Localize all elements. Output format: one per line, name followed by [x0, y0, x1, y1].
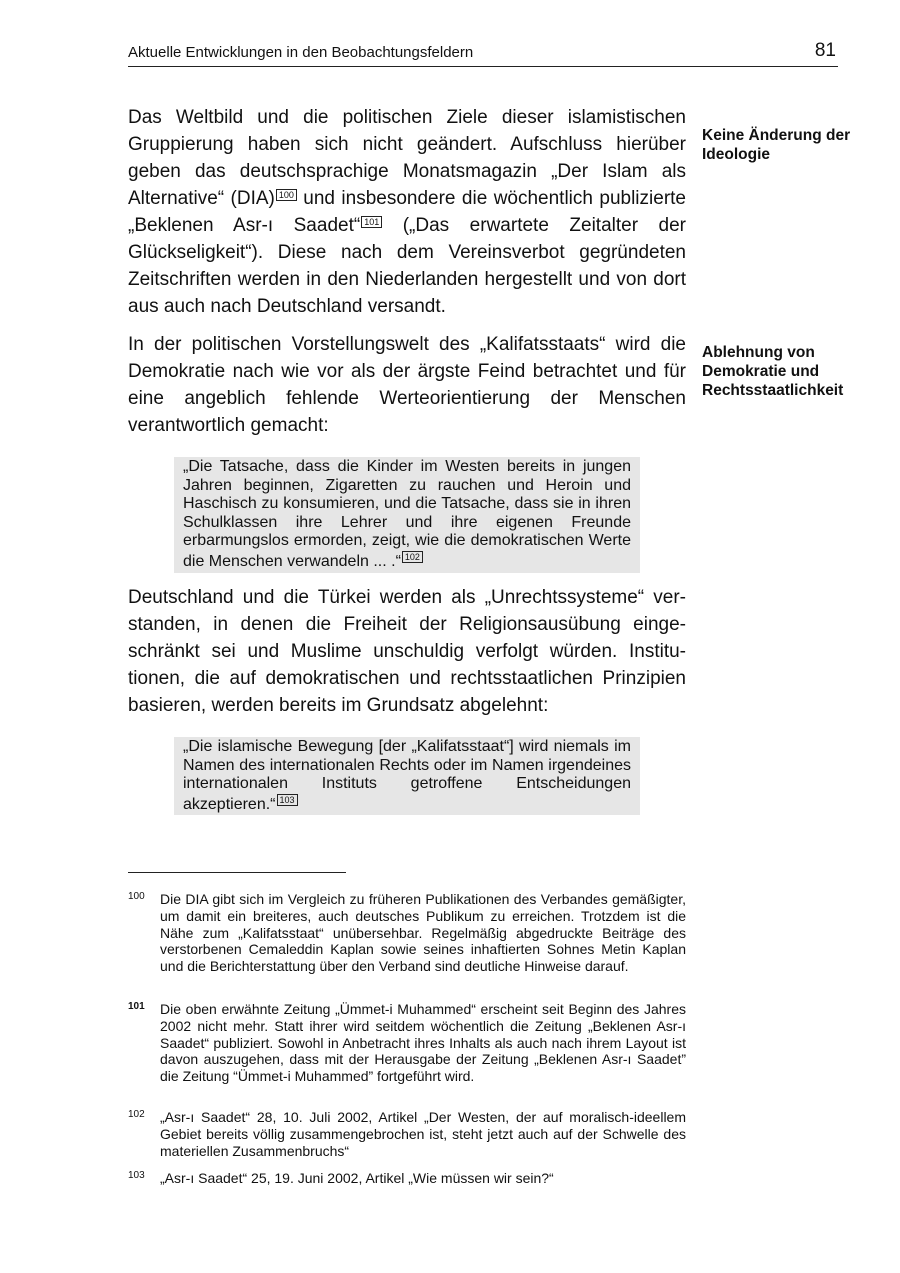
- block-quote-2: [174, 737, 640, 815]
- quote-text: „Die islamische Bewegung [der „Kalifatsstaat“] wird niemals im Namen des internationalen Rechts oder im Namen irgendeines internationalen Instituts getroffene Entscheidungen akzeptieren.“: [183, 738, 631, 813]
- footnote-text: „Asr-ı Saadet“ 28, 10. Juli 2002, Artikel „Der Westen, der auf moralisch-ideellem Gebiet bereits völlig zusammengebrochen ist, steht jetzt auch auf der Schwelle des materiellen Zusammenbruchs“: [160, 1109, 686, 1159]
- body-paragraph-3: Deutschland und die Türkei werden als „Unrechtssysteme“ verstanden, in denen die Freiheit der Religionsausübung eingeschränkt sei und Muslime unschuldig verfolgt würden. Institutionen, die auf demokratischen und rechtsstaatlichen Prinzipien basieren, werden bereits im Grundsatz abgelehnt:: [128, 587, 686, 716]
- footnote-separator: [128, 872, 346, 873]
- footnote-reference-100[interactable]: 100: [276, 189, 297, 201]
- quote-text: „Die Tatsache, dass die Kinder im Westen bereits in jungen Jahren beginnen, Zigaretten zu rauchen und Heroin und Haschisch zu konsumieren, und die Tatsache, dass sie in ihren Schulklassen ihre Lehrer und ihre eigenen Freunde erbarmungslos ermorden, zeigt, wie die demokratischen Werte die Menschen verwandeln ... .“: [183, 458, 631, 570]
- footnote-100: [128, 891, 686, 975]
- page-number: 81: [814, 40, 836, 61]
- body-paragraph-2: In der politischen Vorstellungswelt des „Kalifatsstaats“ wird die Demokratie nach wie vor als der ärgste Feind betrachtet und für eine angeblich fehlende Werteorientierung der Menschen verantwortlich gemacht:: [128, 334, 686, 436]
- footnote-102: [128, 1109, 686, 1159]
- footnote-text: Die DIA gibt sich im Vergleich zu früheren Publikationen des Verbandes gemäßigter, um damit ein breiteres, auch deutsches Publikum zu erreichen. Trotzdem ist die Nähe zum „Kalifatsstaat“ unübersehbar. Regelmäßig abgedruckte Beiträge des verstorbenen Cemaleddin Kaplan sowie seines inhaftierten Sohnes Metin Kaplan und die Berichterstattung über den Verband sind deutliche Hinweise darauf.: [160, 891, 686, 975]
- paragraph-text: („Das erwartete Zeitalter der Glückseligkeit“). Diese nach dem Vereinsverbot gegründeten Zeitschriften werden in den Niederlanden hergestellt und von dort aus auch nach Deutschland versandt.: [128, 215, 686, 317]
- footnote-101: [128, 1001, 686, 1085]
- footnote-reference-103[interactable]: 103: [277, 794, 298, 806]
- footnote-number: 100: [128, 891, 145, 902]
- footnote-reference-102[interactable]: 102: [402, 551, 423, 563]
- footnote-number: 103: [128, 1170, 145, 1181]
- footnote-text: „Asr-ı Saadet“ 25, 19. Juni 2002, Artikel „Wie müssen wir sein?“: [160, 1170, 554, 1186]
- margin-note-democracy: Ablehnung von Demokratie und Rechtsstaatlichkeit: [702, 344, 844, 399]
- block-quote-1: [174, 457, 640, 573]
- footnote-103: [128, 1170, 686, 1187]
- footnote-number: 101: [128, 1001, 145, 1012]
- footnote-number: 102: [128, 1109, 145, 1120]
- paragraph-text: und insbesondere die wöchentlich publizierte „Beklenen Asr-ı Saadet“: [128, 188, 686, 236]
- paragraph-text: Das Weltbild und die politischen Ziele dieser islamistischen Gruppierung haben sich nicht geändert. Aufschluss hierüber geben das deutschsprachige Monatsmagazin „Der Islam als Alternative“ (DIA): [128, 107, 686, 209]
- footnote-text: Die oben erwähnte Zeitung „Ümmet-i Muhammed“ erscheint seit Beginn des Jahres 2002 nicht mehr. Statt ihrer wird seitdem wöchentlich die Zeitung „Beklenen Asr-ı Saadet“ publiziert. Sowohl in Anbetracht ihres Inhalts als auch nach ihrem Layout ist davon auszugehen, dass mit der Herausgabe der Zeitung „Beklenen Asr-ı Saadet” die Zeitung “Ümmet-i Muhammed” fortgeführt wird.: [160, 1001, 686, 1085]
- footnote-reference-101[interactable]: 101: [361, 216, 382, 228]
- page-header: [128, 40, 838, 67]
- body-paragraph-1: [128, 104, 686, 320]
- margin-note-ideology: Keine Änderung der Ideologie: [702, 127, 851, 163]
- running-header-title: Aktuelle Entwicklungen in den Beobachtungsfeldern: [128, 44, 474, 61]
